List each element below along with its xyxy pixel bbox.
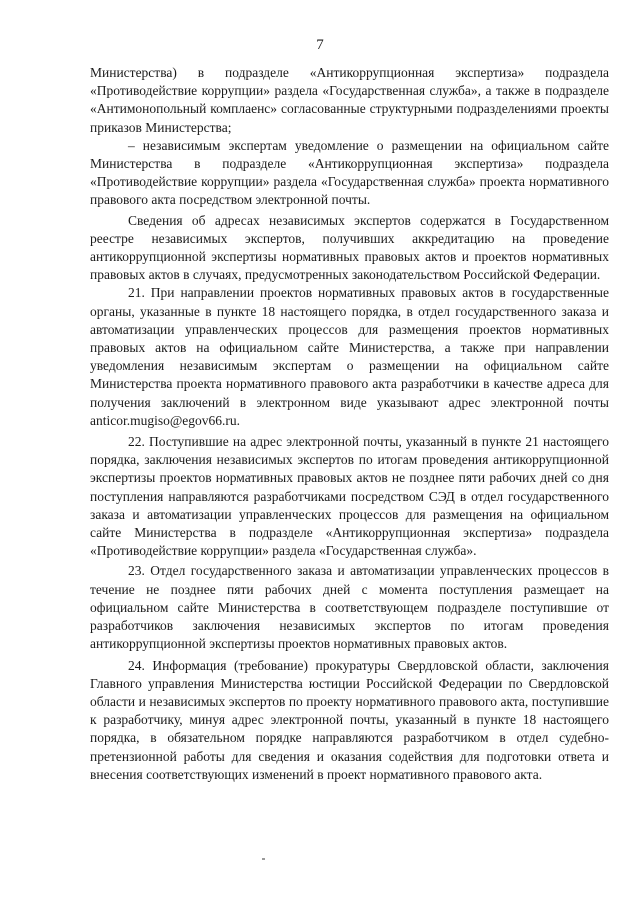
- document-body: [90, 64, 609, 784]
- paragraph-item-21: 21. При направлении проектов нормативных правовых актов в государственные органы, указанные в пункте 18 настоящего порядка, в отдел государственного заказа и автоматизации управленческих процессов для размещения проектов нормативных правовых актов на официальном сайте Министерства, а также при направлении уведомления независимым экспертам о размещении на официальном сайте Министерства проекта нормативного правового акта разработчики в качестве адреса для получения заключений в электронном виде указывают адрес электронной почты anticor.mugiso@egov66.ru.: [90, 285, 609, 428]
- page-number: 7: [316, 37, 324, 53]
- paragraph-item-23: 23. Отдел государственного заказа и автоматизации управленческих процессов в течение не позднее пяти рабочих дней с момента поступления размещает на официальном сайте Министерства в соответствующем подразделе поступившие от разработчиков заключения независимых экспертов по итогам проведения антикоррупционной экспертизы проектов нормативных правовых актов.: [90, 563, 609, 652]
- paragraph-expert-notification: – независимым экспертам уведомление о размещении на официальном сайте Министерства в подразделе «Антикоррупционная экспертиза» подраздела «Противодействие коррупции» раздела «Государственная служба» проекта нормативного правового акта посредством электронной почты.: [90, 137, 609, 208]
- paragraph-item-22: 22. Поступившие на адрес электронной почты, указанный в пункте 21 настоящего порядка, заключения независимых экспертов по итогам проведения антикоррупционной экспертизы проектов нормативных правовых актов не позднее пяти рабочих дней со дня поступления направляются разработчиками посредством СЭД в отдел государственного заказа и автоматизации управленческих процессов для размещения на официальном сайте Министерства в подразделе «Антикоррупционная экспертиза» подраздела «Противодействие коррупции» раздела «Государственная служба».: [90, 434, 609, 559]
- scan-mark: [262, 858, 265, 860]
- paragraph-item-24: 24. Информация (требование) прокуратуры Свердловской области, заключения Главного управления Министерства юстиции Российской Федерации по Свердловской области и независимых экспертов по проекту нормативного правового акта, поступившие к разработчику, минуя адрес электронной почты, указанный в пункте 18 настоящего порядка, в обязательном порядке направляются разработчиком в отдел судебно-претензионной работы для сведения и оказания содействия для подготовки ответа и внесения соответствующих изменений в проект нормативного правового акта.: [90, 657, 609, 782]
- paragraph-continuation: Министерства) в подразделе «Антикоррупционная экспертиза» подраздела «Противодействие коррупции» раздела «Государственная служба», а также в подразделе «Антимонопольный комплаенс» согласованные структурными подразделениями проекты приказов Министерства;: [90, 65, 609, 135]
- paragraph-expert-registry: Сведения об адресах независимых экспертов содержатся в Государственном реестре независимых экспертов, получивших аккредитацию на проведение антикоррупционной экспертизы нормативных правовых актов и проектов нормативных правовых актов в случаях, предусмотренных законодательством Российской Федерации.: [90, 212, 609, 283]
